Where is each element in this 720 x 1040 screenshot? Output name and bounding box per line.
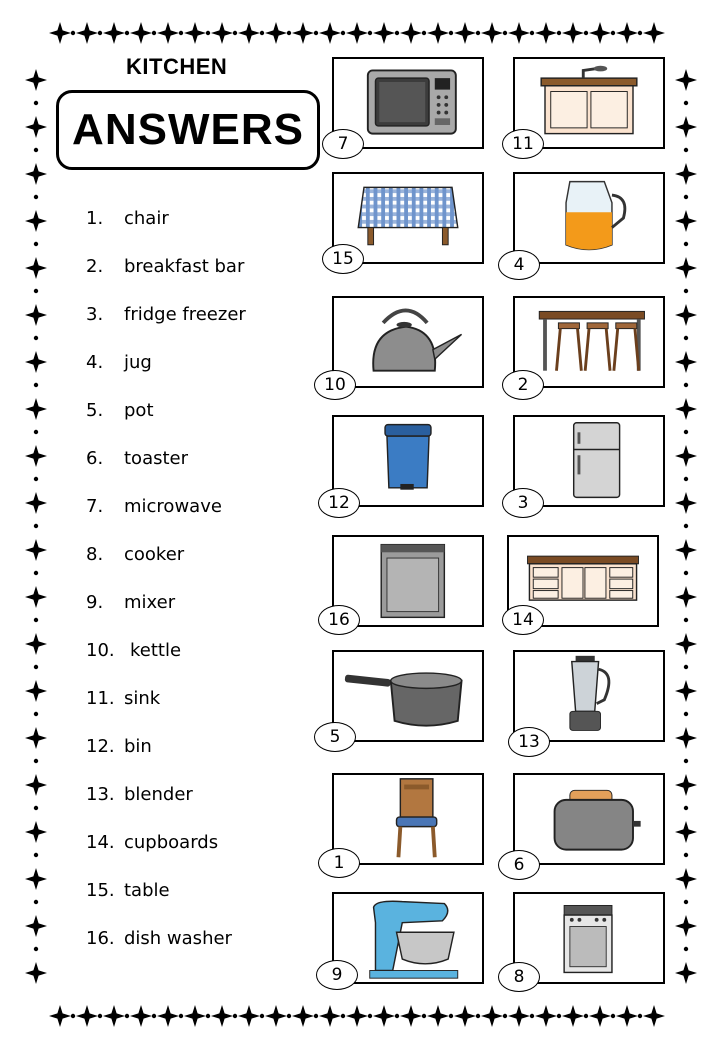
answers-heading-box [56, 90, 320, 170]
blender-icon [515, 652, 663, 740]
item-word: breakfast bar [124, 256, 245, 277]
answer-badge: 7 [322, 129, 364, 159]
answer-badge: 1 [318, 848, 360, 878]
item-word: chair [124, 208, 169, 229]
answer-badge: 8 [498, 962, 540, 992]
answer-badge: 10 [314, 370, 356, 400]
worksheet-title: KITCHEN [126, 54, 228, 79]
item-number: 3. [86, 304, 104, 325]
item-word: toaster [124, 448, 189, 469]
item-number: 1. [86, 208, 104, 229]
chair-icon [334, 775, 482, 863]
item-word: fridge freezer [124, 304, 246, 325]
breakfast-bar-icon [515, 298, 663, 386]
answer-badge: 4 [498, 250, 540, 280]
item-number: 10. [86, 640, 115, 661]
answer-badge: 14 [502, 605, 544, 635]
answer-badge: 12 [318, 488, 360, 518]
answer-badge: 15 [322, 244, 364, 274]
answer-badge: 6 [498, 850, 540, 880]
item-word: pot [124, 400, 154, 421]
item-number: 12. [86, 736, 115, 757]
item-word: jug [124, 352, 152, 373]
answer-badge: 3 [502, 488, 544, 518]
item-word: sink [124, 688, 161, 709]
item-number: 14. [86, 832, 115, 853]
answer-badge: 5 [314, 722, 356, 752]
item-number: 9. [86, 592, 104, 613]
answer-badge: 2 [502, 370, 544, 400]
item-number: 6. [86, 448, 104, 469]
picture-card-pot [332, 650, 484, 742]
bin-icon [334, 417, 482, 505]
item-number: 7. [86, 496, 104, 517]
item-number: 16. [86, 928, 115, 949]
item-word: cupboards [124, 832, 219, 853]
picture-card-toaster [513, 773, 665, 865]
item-word: dish washer [124, 928, 232, 949]
kettle-icon [334, 298, 482, 386]
item-number: 8. [86, 544, 104, 565]
picture-card-chair [332, 773, 484, 865]
toaster-icon [515, 775, 663, 863]
item-word: bin [124, 736, 152, 757]
item-number: 13. [86, 784, 115, 805]
item-number: 4. [86, 352, 104, 373]
pot-icon [334, 652, 482, 740]
answer-badge: 11 [502, 129, 544, 159]
answer-badge: 13 [508, 727, 550, 757]
answer-badge: 9 [316, 960, 358, 990]
item-word: blender [124, 784, 193, 805]
item-word: cooker [124, 544, 185, 565]
item-word: mixer [124, 592, 176, 613]
picture-card-kettle [332, 296, 484, 388]
item-number: 2. [86, 256, 104, 277]
item-word: table [124, 880, 170, 901]
answers-heading: ANSWERS [72, 105, 304, 154]
item-word: kettle [130, 640, 182, 661]
item-word: microwave [124, 496, 222, 517]
picture-card-jug [513, 172, 665, 264]
item-number: 5. [86, 400, 104, 421]
item-number: 15. [86, 880, 115, 901]
jug-icon [515, 174, 663, 262]
item-number: 11. [86, 688, 115, 709]
answer-badge: 16 [318, 605, 360, 635]
